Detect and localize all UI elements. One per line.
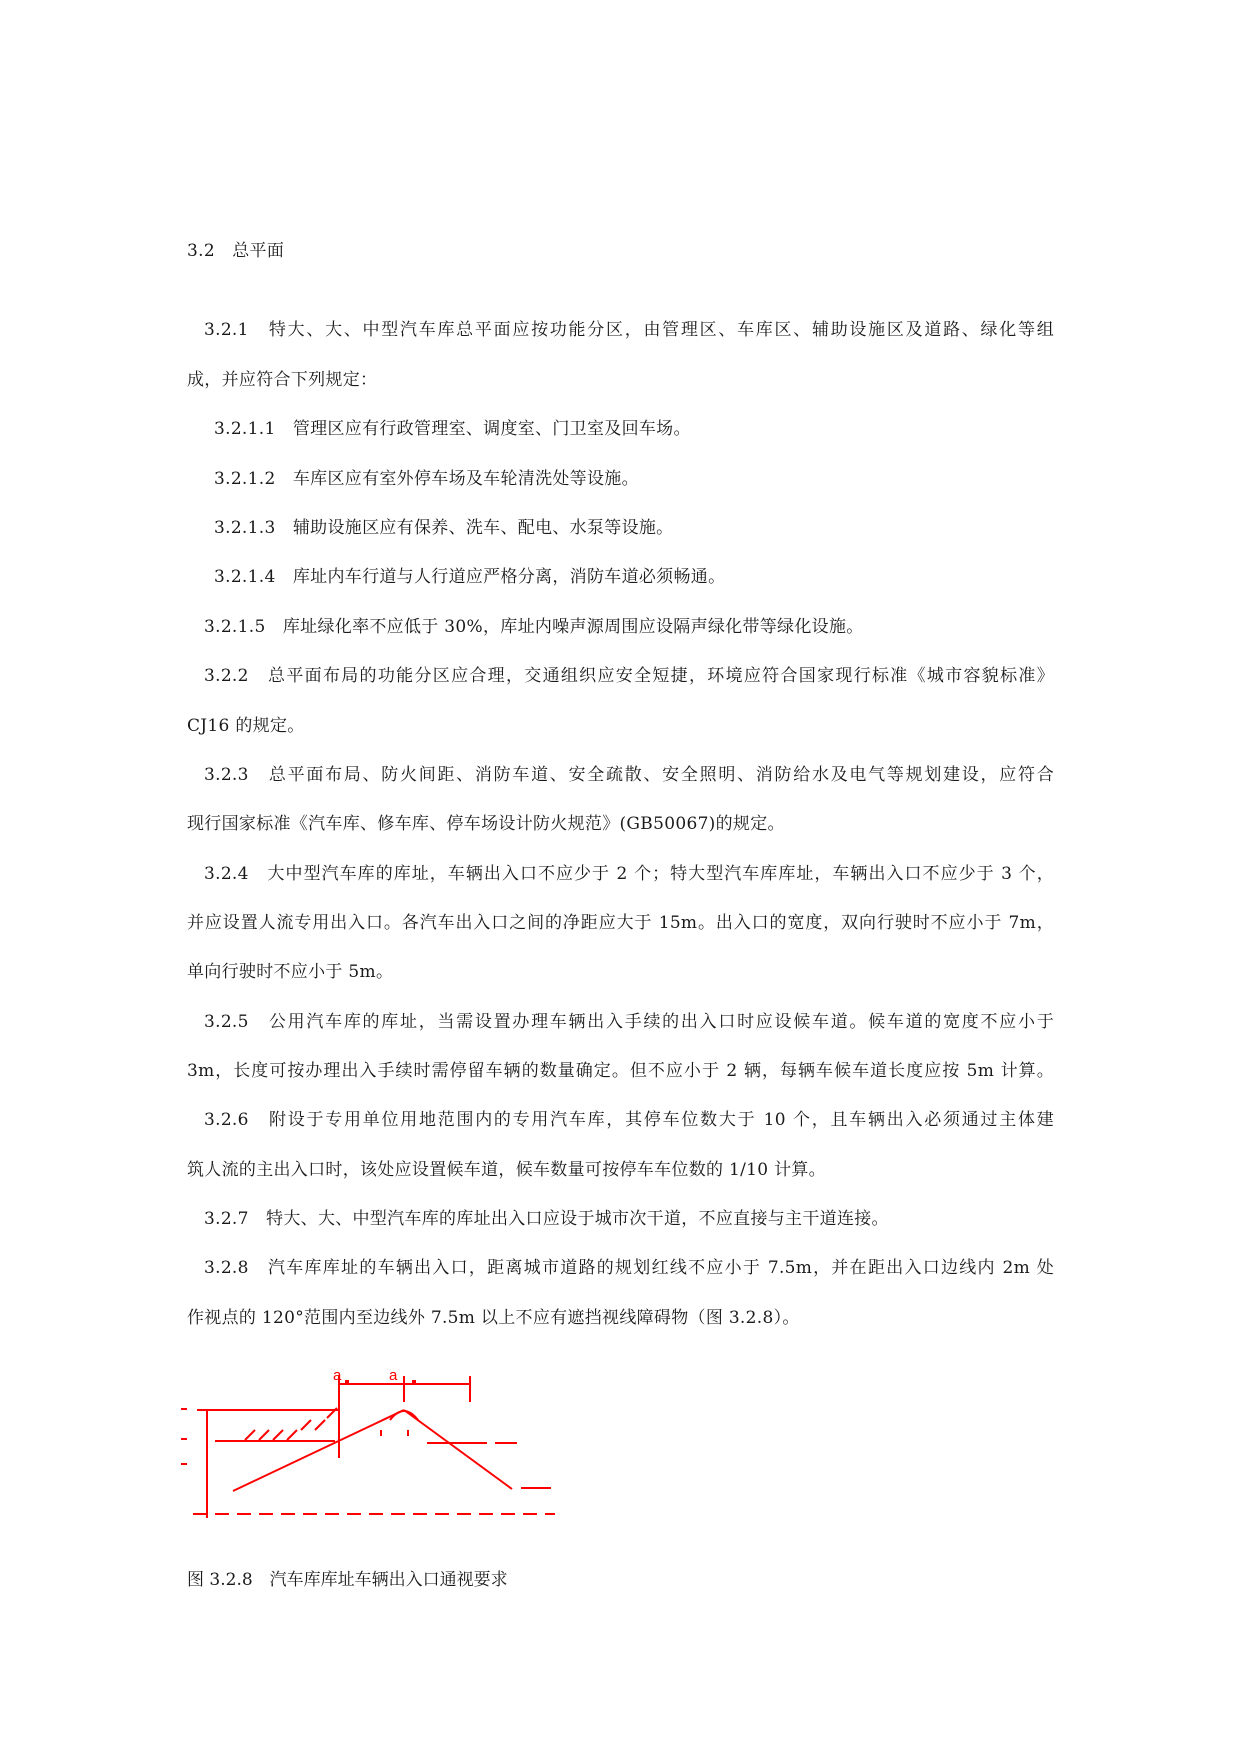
sight-line-left: [233, 1410, 404, 1491]
paragraph-3-2-1-5: 3.2.1.5 库址绿化率不应低于 30%，库址内噪声源周围应设隔声绿化带等绿化设施。: [204, 617, 864, 637]
paragraph-3-2-1-line-2: 成，并应符合下列规定：: [187, 370, 378, 390]
paragraph-3-2-4-line-3: 单向行驶时不应小于 5m。: [187, 962, 394, 982]
paragraph-3-2-2-line-1: 3.2.2 总平面布局的功能分区应合理，交通组织应安全短捷，环境应符合国家现行标准《城市容貌标准》: [204, 666, 1054, 686]
annotation-mark: [495, 1442, 517, 1444]
annotation-mark: [380, 1430, 382, 1436]
paragraph-3-2-6-line-1: 3.2.6 附设于专用单位用地范围内的专用汽车库，其停车位数大于 10 个，且车辆出入必须通过主体建: [204, 1110, 1054, 1130]
figure-caption: 图 3.2.8 汽车库库址车辆出入口通视要求: [187, 1570, 508, 1590]
paragraph-3-2-5-line-1: 3.2.5 公用汽车库的库址，当需设置办理车辆出入手续的出入口时应设候车道。候车道的宽度不应小于: [204, 1012, 1054, 1032]
annotation-mark: [181, 1408, 187, 1410]
hatch-mark: [273, 1430, 283, 1440]
hatch-mark: [315, 1420, 325, 1430]
sight-line-right: [404, 1410, 512, 1489]
paragraph-3-2-1-2: 3.2.1.2 车库区应有室外停车场及车轮清洗处等设施。: [214, 469, 639, 489]
annotation-mark: [181, 1463, 187, 1465]
paragraph-3-2-4-line-1: 3.2.4 大中型汽车库的库址，车辆出入口不应少于 2 个；特大型汽车库库址，车辆出入口不应少于 3 个，: [204, 864, 1054, 884]
section-heading: 3.2 总平面: [187, 241, 285, 261]
paragraph-3-2-4-line-2: 并应设置人流专用出入口。各汽车出入口之间的净距应大于 15m。出入口的宽度，双向行驶时不应小于 7m，: [187, 913, 1054, 933]
paragraph-3-2-1-4: 3.2.1.4 库址内车行道与人行道应严格分离，消防车道必须畅通。: [214, 567, 726, 587]
annotation-mark: [407, 1430, 409, 1436]
annotation-mark: [521, 1487, 551, 1489]
label-a-left: a: [333, 1368, 342, 1384]
paragraph-3-2-1-3: 3.2.1.3 辅助设施区应有保养、洗车、配电、水泵等设施。: [214, 518, 674, 538]
paragraph-3-2-7: 3.2.7 特大、大、中型汽车库的库址出入口应设于城市次干道，不应直接与主干道连接。: [204, 1209, 889, 1229]
dimension-marker-right: [412, 1380, 416, 1384]
paragraph-3-2-2-line-2: CJ16 的规定。: [187, 716, 305, 736]
paragraph-3-2-3-line-2: 现行国家标准《汽车库、修车库、停车场设计防火规范》(GB50067)的规定。: [187, 814, 785, 834]
viewpoint-arc: [390, 1411, 418, 1420]
label-a-right: a: [389, 1368, 398, 1384]
hatch-mark: [287, 1430, 297, 1440]
paragraph-3-2-8-line-1: 3.2.8 汽车库库址的车辆出入口，距离城市道路的规划红线不应小于 7.5m，并在距出入口边线内 2m 处: [204, 1258, 1054, 1278]
paragraph-3-2-5-line-2: 3m，长度可按办理出入手续时需停留车辆的数量确定。但不应小于 2 辆，每辆车候车道长度应按 5m 计算。: [187, 1061, 1054, 1081]
hatch-mark: [259, 1430, 269, 1440]
figure-sight-distance-diagram: [175, 1368, 635, 1520]
paragraph-3-2-3-line-1: 3.2.3 总平面布局、防火间距、消防车道、安全疏散、安全照明、消防给水及电气等规划建设，应符合: [204, 765, 1054, 785]
dimension-marker-left: [345, 1380, 349, 1384]
paragraph-3-2-1-line-1: 3.2.1 特大、大、中型汽车库总平面应按功能分区，由管理区、车库区、辅助设施区及道路、绿化等组: [204, 320, 1054, 340]
hatch-mark: [301, 1420, 311, 1430]
paragraph-3-2-8-line-2: 作视点的 120°范围内至边线外 7.5m 以上不应有遮挡视线障碍物（图 3.2.8）。: [187, 1308, 800, 1328]
hatch-mark: [245, 1430, 255, 1440]
paragraph-3-2-6-line-2: 筑人流的主出入口时，该处应设置候车道，候车数量可按停车车位数的 1/10 计算。: [187, 1160, 826, 1180]
paragraph-3-2-1-1: 3.2.1.1 管理区应有行政管理室、调度室、门卫室及回车场。: [214, 419, 691, 439]
annotation-mark: [181, 1438, 187, 1440]
